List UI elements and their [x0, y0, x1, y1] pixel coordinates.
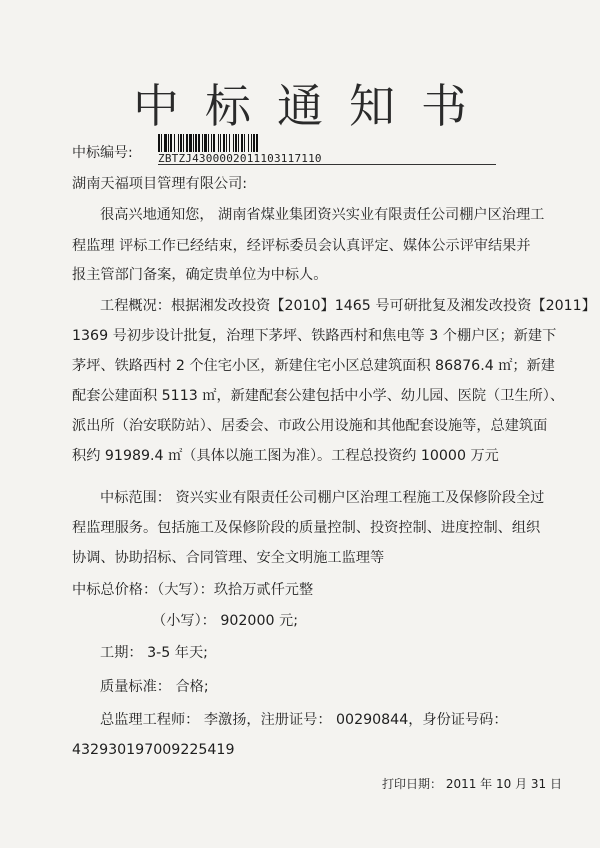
bid-number: ZBTZJ4300002011103117110 — [158, 152, 322, 165]
para1-line2: 程监理 评标工作已经结束，经评标委员会认真评定、媒体公示评审结果并 — [72, 238, 531, 254]
para2-line3: 茅坪、铁路西村 2 个住宅小区，新建住宅小区总建筑面积 86876.4 ㎡；新建 — [72, 358, 555, 374]
document-title: 中标通知书 — [133, 79, 493, 133]
quality-standard: 质量标准： 合格; — [100, 679, 209, 695]
para3-line3: 协调、协助招标、合同管理、安全文明施工监理等 — [72, 550, 385, 566]
para2-line2: 1369 号初步设计批复，治理下茅坪、铁路西村和焦电等 3 个棚户区；新建下 — [72, 328, 557, 344]
para3-line2: 程监理服务。包括施工及保修阶段的质量控制、投资控制、进度控制、组织 — [72, 520, 541, 536]
para1-line3: 报主管部门备案，确定贵单位为中标人。 — [72, 267, 328, 283]
para1-line1: 很高兴地通知您， 湖南省煤业集团资兴实业有限责任公司棚户区治理工 — [100, 207, 545, 223]
para2-line4: 配套公建面积 5113 ㎡，新建配套公建包括中小学、幼儿园、医院（卫生所）、 — [72, 388, 565, 404]
barcode-image — [158, 134, 330, 152]
price-lower: （小写）： 902000 元; — [152, 613, 298, 629]
para3-line1: 中标范围： 资兴实业有限责任公司棚户区治理工程施工及保修阶段全过 — [100, 490, 545, 506]
chief-supervisor: 总监理工程师： 李激扬，注册证号： 00290844，身份证号码： — [100, 712, 508, 728]
duration: 工期： 3-5 年天; — [100, 645, 208, 661]
print-date: 打印日期： 2011 年 10 月 31 日 — [382, 777, 562, 791]
bid-number-label: 中标编号: — [72, 145, 133, 161]
para2-line5: 派出所（治安联防站）、居委会、市政公用设施和其他配套设施等，总建筑面 — [72, 418, 548, 434]
underline-divider — [158, 164, 496, 165]
para2-line1: 工程概况：根据湘发改投资【2010】1465 号可研批复及湘发改投资【2011】 — [100, 298, 596, 314]
addressee: 湖南天福项目管理有限公司: — [72, 176, 248, 192]
para2-line6: 积约 91989.4 ㎡（具体以施工图为准）。工程总投资约 10000 万元 — [72, 448, 499, 464]
price-upper: 中标总价格：（大写）：玖拾万贰仟元整 — [72, 582, 314, 598]
id-number: 432930197009225419 — [72, 742, 235, 758]
